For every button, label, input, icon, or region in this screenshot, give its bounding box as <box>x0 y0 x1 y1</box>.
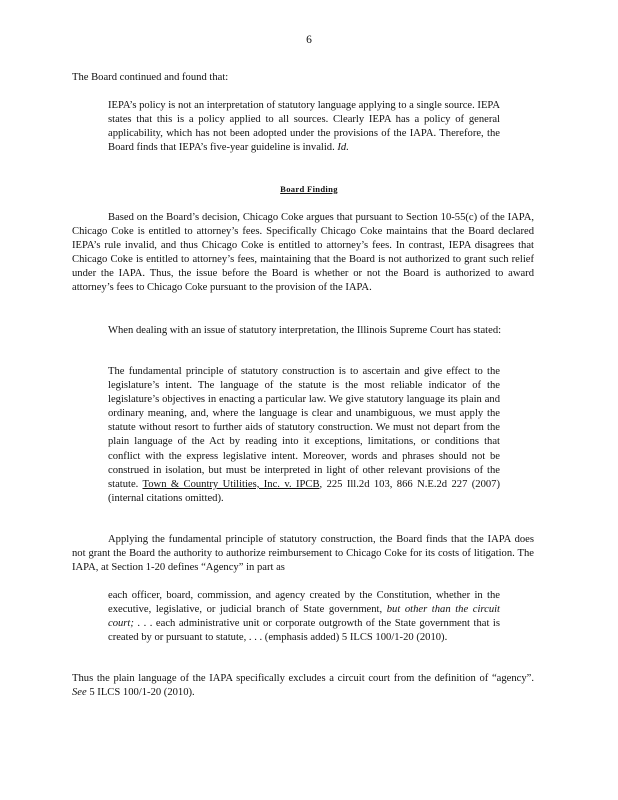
quote-text: The fundamental principle of statutory construction is to ascertain and give effect to the legislature’s intent. The language of the statute is the most reliable indicator of the legislature’s objectives in enacting a particular law. We give statutory language its plain and ordinary meaning, and, where the language is clear and unambiguous, we must apply the statute without resort to further aids of statutory construction. We must not depart from the plain language of the Act by reading into it exceptions, limitations, or conditions that conflict with the express legislative intent. Moreover, words and phrases should not be construed in isolation, but must be interpreted in light of other relevant provisions of the statute. <box>108 366 500 490</box>
quote-text-before: each officer, board, commission, and agency created by the Constitution, whether in the executive, legislative, or judicial branch of State government, <box>108 590 500 616</box>
id-citation: Id. <box>337 142 349 154</box>
conclusion-citation: 5 ILCS 100/1-20 (2010). <box>89 687 195 699</box>
see-signal: See <box>72 687 87 699</box>
paragraph-chicago-coke-argument: Based on the Board’s decision, Chicago Coke argues that pursuant to Section 10-55(c) of the IAPA, Chicago Coke is entitled to attorney’s fees. Specifically Chicago Coke maintains that the Board declared IEPA’s rule invalid, and thus Chicago Coke is entitled to attorney’s fees. In contrast, IEPA disagrees that Chicago Coke is entitled to attorney’s fees, maintaining that the Board is not authorized to grant such relief under the IAPA. Thus, the issue before the Board is whether or not the Board is authorized to award attorney’s fees to Chicago Coke pursuant to the provision of the IAPA. <box>72 212 534 294</box>
quote-text: IEPA’s policy is not an interpretation of statutory language applying to a single source. IEPA states that this is a policy applied to all sources. Clearly IEPA has a policy of general applicability, which has not been adopted under the provisions of the IAPA. Therefore, the Board finds that IEPA’s five-year guideline is invalid. <box>108 100 501 154</box>
paragraph-board-finds: Applying the fundamental principle of statutory construction, the Board finds that the IAPA does not grant the Board the authority to authorize reimbursement to Chicago Coke for its costs of litigation. The IAPA, at Section 1-20 defines “Agency” in part as <box>72 534 534 574</box>
block-quote-agency-definition <box>108 589 500 645</box>
page-number: 6 <box>306 34 312 46</box>
conclusion-paragraph <box>72 672 534 700</box>
emphasized-text: but other than the circuit court; <box>108 604 501 630</box>
block-quote-iepa-policy <box>108 99 500 155</box>
intro-paragraph: The Board continued and found that: <box>72 72 229 83</box>
block-quote-supreme-court <box>108 365 500 506</box>
section-heading-board-finding: Board Finding <box>280 184 338 194</box>
case-citation: , 225 Ill.2d 103, 866 N.E.2d 227 (2007) (internal citations omitted). <box>108 478 500 504</box>
case-name: Town & Country Utilities, Inc. v. IPCB <box>142 478 320 490</box>
paragraph-statutory-interpretation: When dealing with an issue of statutory interpretation, the Illinois Supreme Court has stated: <box>108 325 502 336</box>
quote-text-after: . . . each administrative unit or corporate outgrowth of the State government that is created by or pursuant to statute, . . . (emphasis added) 5 ILCS 100/1-20 (2010). <box>108 618 500 644</box>
conclusion-text: Thus the plain language of the IAPA specifically excludes a circuit court from the definition of “agency”. <box>72 673 534 684</box>
